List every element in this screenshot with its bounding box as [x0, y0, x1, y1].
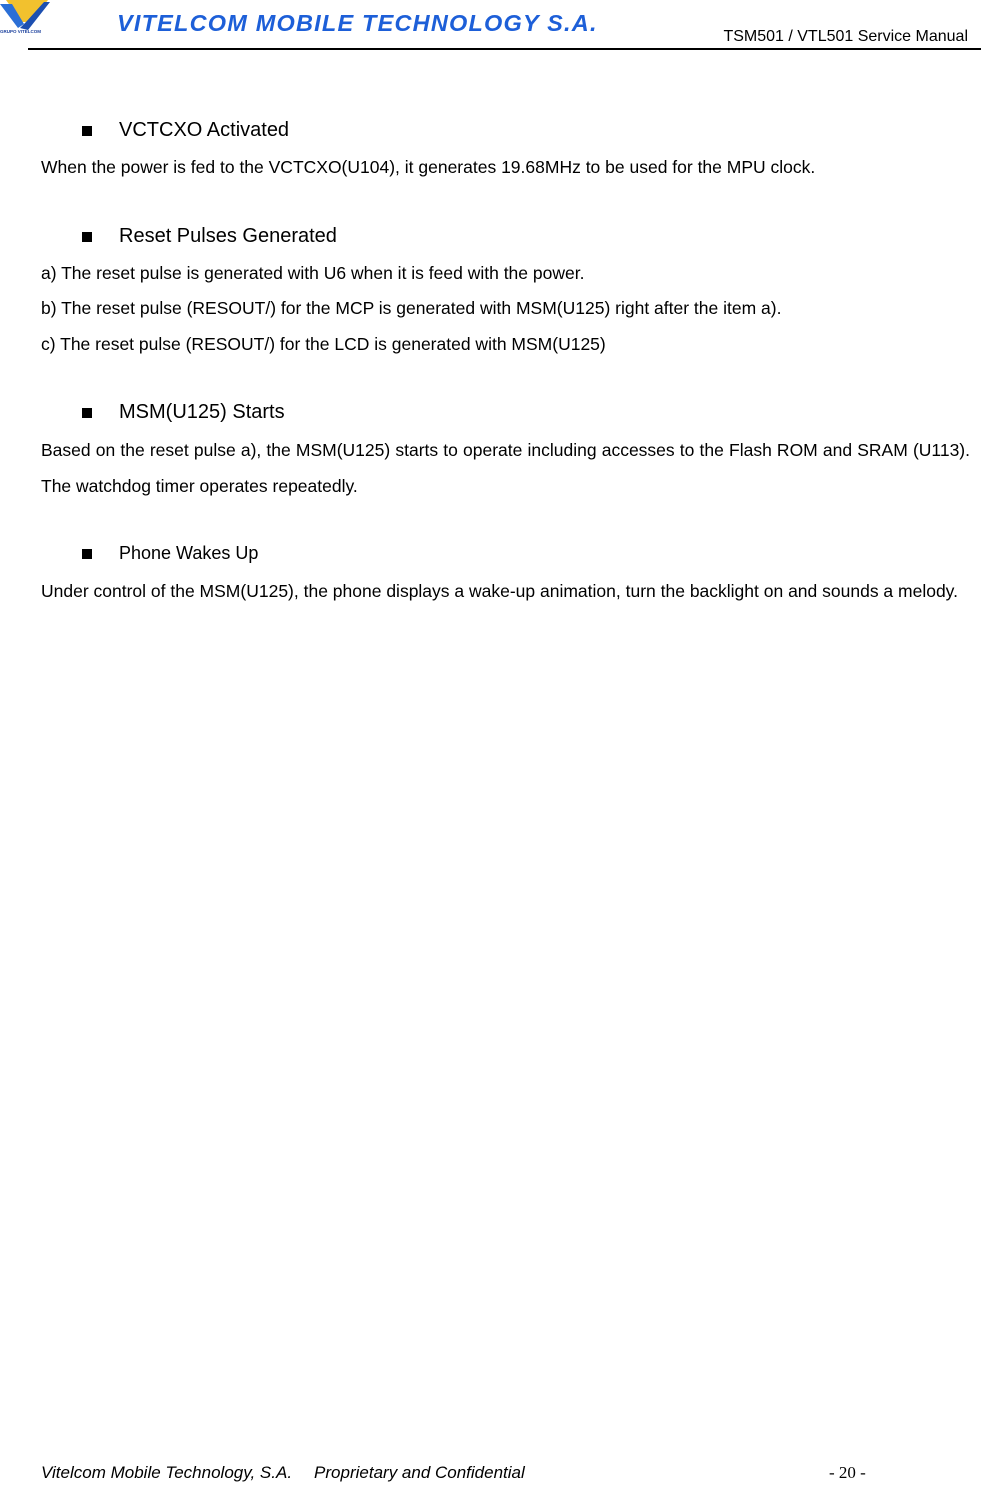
- manual-title: TSM501 / VTL501 Service Manual: [723, 28, 968, 45]
- company-title: VITELCOM MOBILE TECHNOLOGY S.A.: [117, 10, 598, 36]
- section-heading: Phone Wakes Up: [119, 543, 259, 563]
- paragraph-line: When the power is fed to the VCTCXO(U104), it generates 19.68MHz to be used for the MPU clock.: [41, 157, 816, 177]
- footer-company: Vitelcom Mobile Technology, S.A.: [41, 1463, 293, 1482]
- footer-confidential: Proprietary and Confidential: [314, 1463, 525, 1482]
- list-item: a) The reset pulse is generated with U6 when it is feed with the power.: [41, 263, 585, 283]
- vitelcom-logo: [0, 0, 56, 40]
- paragraph: Under control of the MSM(U125), the phone displays a wake-up animation, turn the backlight on and sounds a melody.: [41, 581, 958, 601]
- paragraph: Based on the reset pulse a), the MSM(U125) starts to operate including accesses to the Flash ROM and SRAM (U113). The watchdog timer operates repeatedly.: [41, 440, 970, 496]
- list-item: c) The reset pulse (RESOUT/) for the LCD is generated with MSM(U125): [41, 334, 606, 354]
- square-bullet-icon: [82, 549, 92, 559]
- page-number: - 20 -: [829, 1463, 866, 1482]
- page-header: [0, 0, 981, 52]
- page-footer: [41, 1463, 525, 1483]
- section-heading: Reset Pulses Generated: [119, 225, 337, 247]
- header-divider: [28, 48, 981, 50]
- list-item: b) The reset pulse (RESOUT/) for the MCP is generated with MSM(U125) right after the item a).: [41, 298, 782, 318]
- section-heading: MSM(U125) Starts: [119, 401, 285, 423]
- square-bullet-icon: [82, 126, 92, 136]
- square-bullet-icon: [82, 232, 92, 242]
- logo-caption: GRUPO VITELCOM: [0, 29, 42, 34]
- square-bullet-icon: [82, 408, 92, 418]
- section-heading: VCTCXO Activated: [119, 119, 290, 141]
